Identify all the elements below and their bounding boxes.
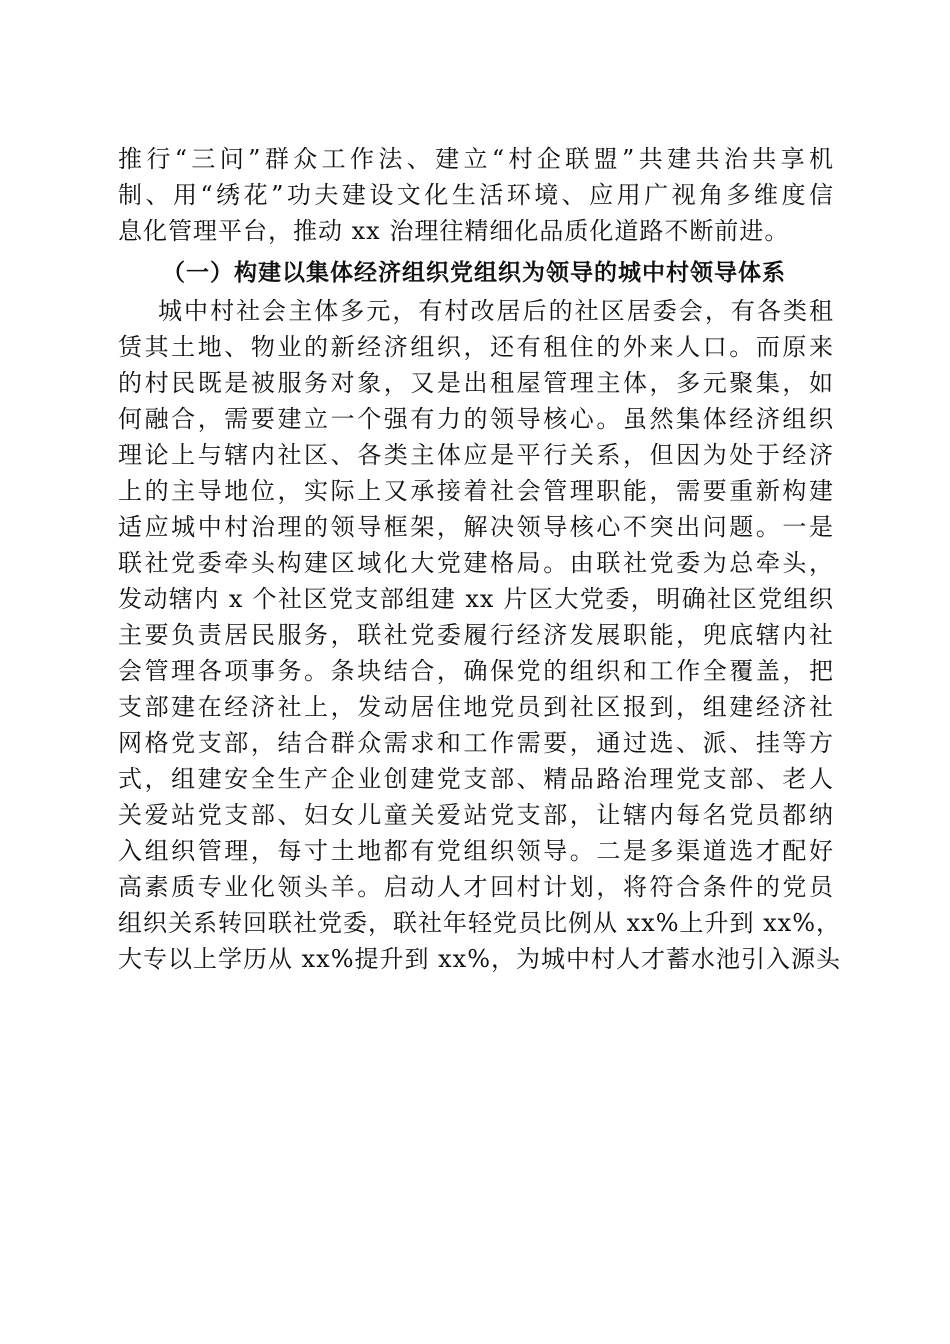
- text-line: 城中村社会主体多元，有村改居后的社区居委会，有各类租: [158, 297, 834, 325]
- text-line: 推行“三问”群众工作法、建立“村企联盟”共建共治共享机: [118, 145, 834, 173]
- text-line: 关爱站党支部、妇女儿童关爱站党支部，让辖内每名党员都纳: [118, 801, 834, 829]
- text-line: 息化管理平台，推动 xx 治理往精细化品质化道路不断前进。: [118, 217, 790, 245]
- text-line: 入组织管理，每寸土地都有党组织领导。二是多渠道选才配好: [118, 837, 834, 865]
- section-heading: （一）构建以集体经济组织党组织为领导的城中村领导体系: [162, 260, 786, 286]
- text-line: 网格党支部，结合群众需求和工作需要，通过选、派、挂等方: [118, 729, 834, 757]
- text-line: 制、用“绣花”功夫建设文化生活环境、应用广视角多维度信: [118, 181, 834, 209]
- text-line: 联社党委牵头构建区域化大党建格局。由联社党委为总牵头，: [118, 549, 834, 577]
- text-line: 理论上与辖内社区、各类主体应是平行关系，但因为处于经济: [118, 441, 834, 469]
- text-line: 支部建在经济社上，发动居住地党员到社区报到，组建经济社: [118, 693, 834, 721]
- text-line: 式，组建安全生产企业创建党支部、精品路治理党支部、老人: [118, 765, 834, 793]
- text-line: 会管理各项事务。条块结合，确保党的组织和工作全覆盖，把: [118, 657, 834, 685]
- text-line: 赁其土地、物业的新经济组织，还有租住的外来人口。而原来: [118, 333, 834, 361]
- text-line: 高素质专业化领头羊。启动人才回村计划，将符合条件的党员: [118, 873, 834, 901]
- text-line: 发动辖内 x 个社区党支部组建 xx 片区大党委，明确社区党组织: [118, 585, 834, 613]
- paragraph-intro: [118, 141, 834, 249]
- text-line: 的村民既是被服务对象，又是出租屋管理主体，多元聚集，如: [118, 369, 834, 397]
- text-line: 大专以上学历从 xx%提升到 xx%，为城中村人才蓄水池引入源头: [118, 945, 842, 973]
- text-line: 组织关系转回联社党委，联社年轻党员比例从 xx%上升到 xx%，: [118, 909, 842, 937]
- paragraph-body: [118, 293, 842, 977]
- text-line: 主要负责居民服务，联社党委履行经济发展职能，兜底辖内社: [118, 621, 834, 649]
- text-line: 何融合，需要建立一个强有力的领导核心。虽然集体经济组织: [118, 405, 834, 433]
- text-line: 适应城中村治理的领导框架，解决领导核心不突出问题。一是: [118, 513, 834, 541]
- text-line: 上的主导地位，实际上又承接着社会管理职能，需要重新构建: [118, 477, 834, 505]
